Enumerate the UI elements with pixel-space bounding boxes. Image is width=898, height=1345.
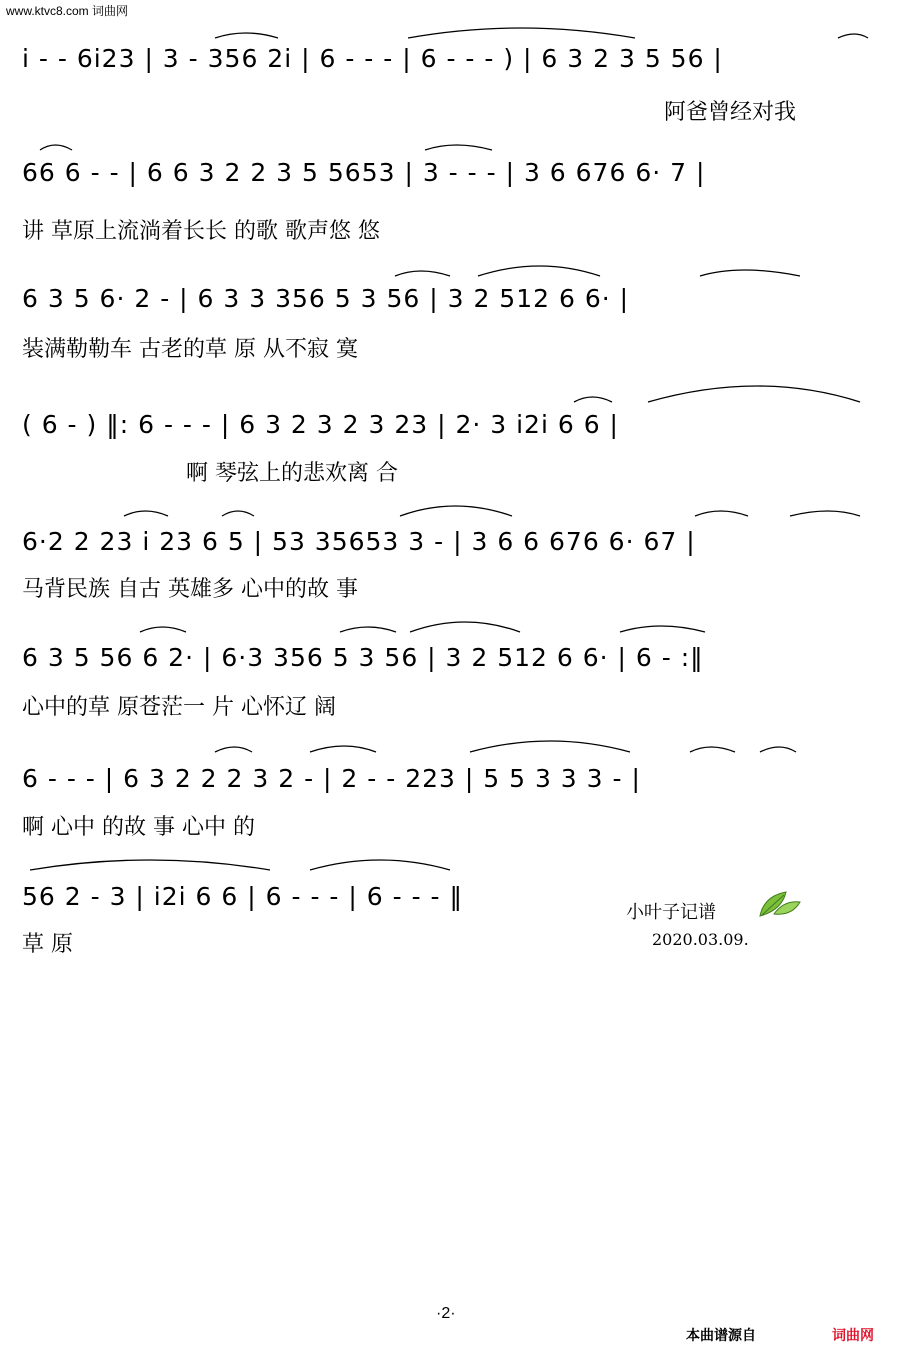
slur-mark [478, 266, 600, 276]
notes-row-5: 6·2 2 23 i 23 6 5 | 53 35653 3 - | 3 6 6 676 6· 67 | [22, 527, 696, 556]
notes-row-3: 6 3 5 6· 2 - | 6 3 3 356 5 3 56 | 3 2 512 6 6· | [22, 284, 630, 313]
page-number: ·2· [436, 1305, 456, 1322]
slur-mark [838, 34, 868, 38]
slur-mark [425, 145, 492, 150]
slur-mark [470, 741, 630, 752]
lyrics-row-1: 阿爸曾经对我 [664, 100, 797, 125]
site-header: www.ktvc8.com 词曲网 [6, 4, 129, 18]
lyrics-row-8: 草 原 [22, 932, 73, 957]
notes-row-6: 6 3 5 56 6 2· | 6·3 356 5 3 56 | 3 2 512 6 6· | 6 - :‖ [22, 643, 704, 672]
slur-mark [215, 33, 278, 38]
site-logo[interactable]: 词曲网 [832, 1327, 874, 1343]
slur-mark [574, 397, 612, 402]
lyrics-row-3: 装满勒勒车 古老的草 原 从不寂 寞 [22, 337, 358, 362]
slur-mark [790, 511, 860, 516]
lyrics-row-6: 心中的草 原苍茫一 片 心怀辽 阔 [22, 695, 336, 720]
slur-mark [140, 627, 186, 632]
source-label: 本曲谱源自 [686, 1327, 756, 1343]
slur-mark [310, 746, 376, 752]
slur-mark [215, 747, 252, 752]
slur-mark [760, 747, 796, 752]
slur-mark [124, 511, 168, 516]
slur-mark [620, 626, 705, 632]
lyrics-row-2: 讲 草原上流淌着长长 的歌 歌声悠 悠 [22, 219, 380, 244]
notes-row-4: ( 6 - ) ‖: 6 - - - | 6 3 2 3 2 3 23 | 2· 3 i2i 6 6 | [22, 410, 619, 439]
slur-mark [410, 622, 520, 632]
slur-mark [222, 511, 254, 516]
slur-mark [690, 747, 735, 752]
notes-row-1: i - - 6i23 | 3 - 356 2i | 6 - - - | 6 - - - ) | 6 3 2 3 5 56 | [22, 44, 723, 73]
credit-name: 小叶子记谱 [626, 902, 716, 923]
notes-row-8: 56 2 - 3 | i2i 6 6 | 6 - - - | 6 - - - ‖ [22, 882, 464, 911]
lyrics-row-7: 啊 心中 的故 事 心中 的 [22, 815, 255, 840]
slur-mark [408, 28, 635, 38]
slur-mark [400, 506, 512, 516]
slur-mark [695, 511, 748, 516]
credit-date: 2020.03.09. [652, 930, 749, 949]
slur-mark [40, 145, 72, 150]
slur-mark [30, 860, 270, 870]
slur-mark [700, 270, 800, 276]
lyrics-row-4: 啊 琴弦上的悲欢离 合 [186, 461, 398, 486]
slur-mark [395, 271, 450, 276]
slur-mark [310, 860, 450, 870]
leaf-icon [756, 888, 802, 920]
notes-row-7: 6 - - - | 6 3 2 2 2 3 2 - | 2 - - 223 | 5 5 3 3 3 - | [22, 764, 641, 793]
slur-mark [648, 386, 860, 402]
slur-mark [340, 627, 396, 632]
notes-row-2: 66 6 - - | 6 6 3 2 2 3 5 5653 | 3 - - - | 3 6 676 6· 7 | [22, 158, 706, 187]
lyrics-row-5: 马背民族 自古 英雄多 心中的故 事 [22, 577, 358, 602]
